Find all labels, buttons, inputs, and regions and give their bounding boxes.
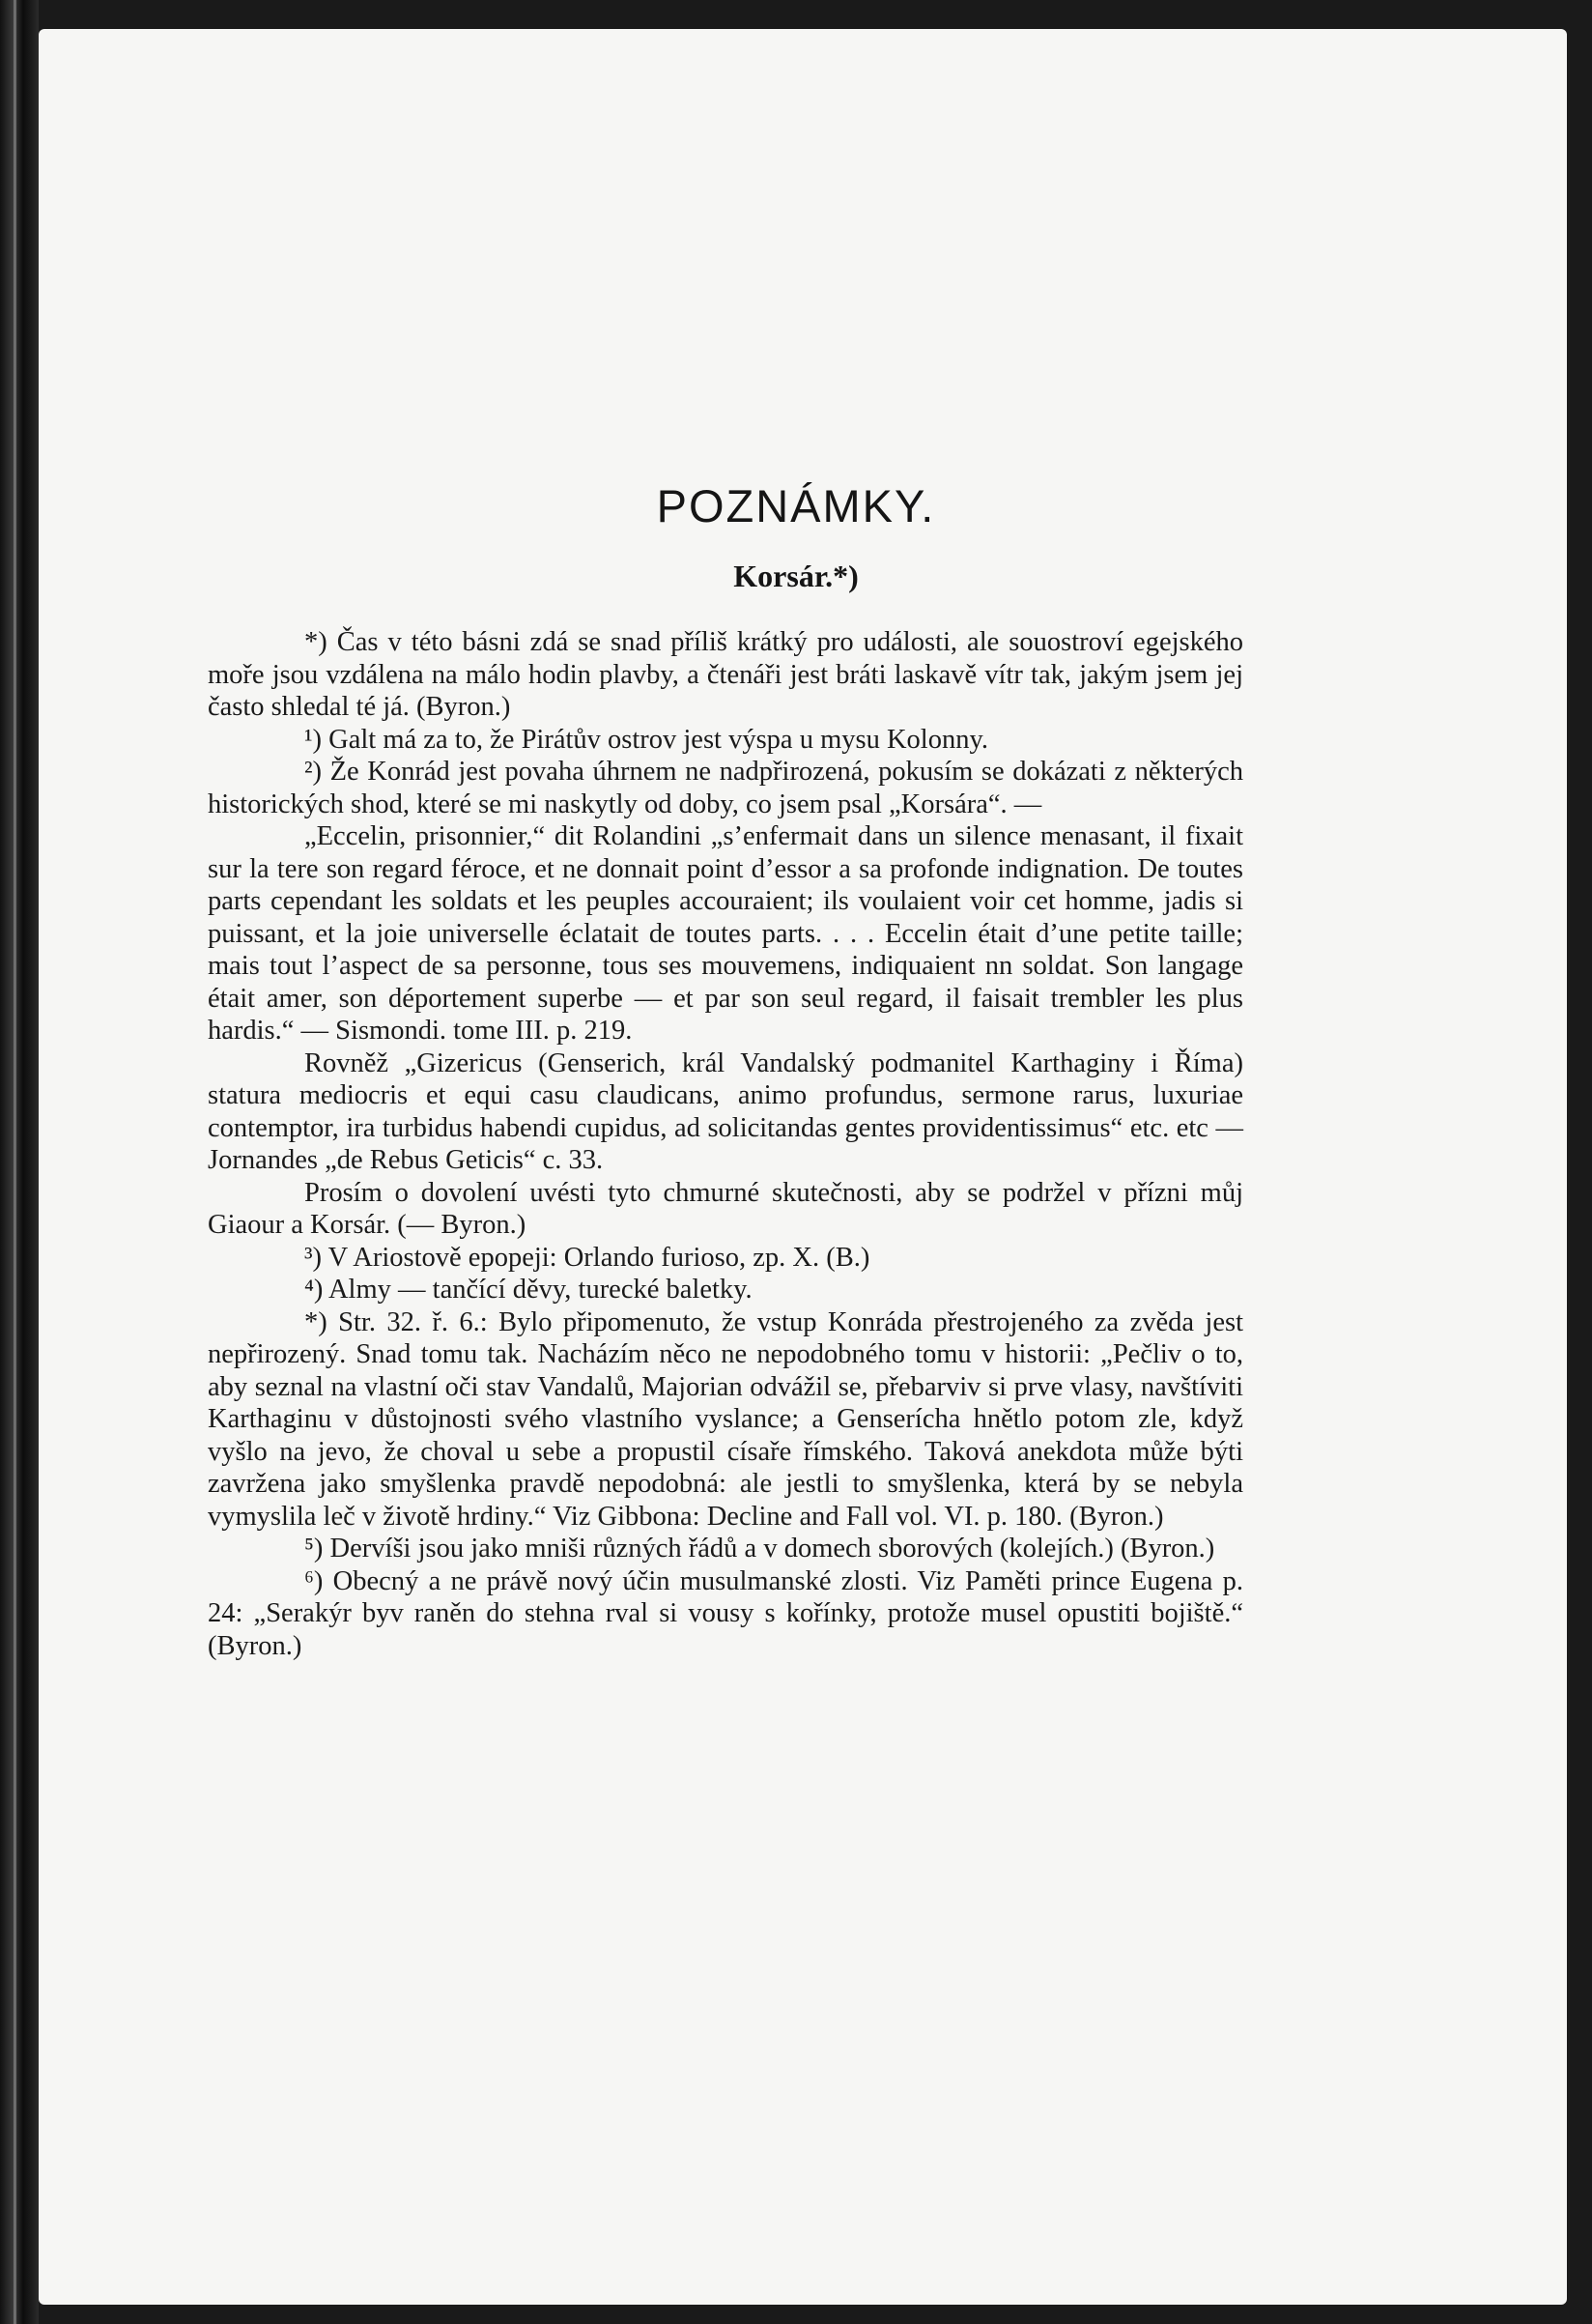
note-paragraph: *) Čas v této básni zdá se snad příliš krátký pro události, ale souostroví egejského moře jsou vzdálena na málo hodin plavby, a čtenáři jest bráti laskavě vítr tak, jakým jsem jej často shledal té já. (Byron.) — [208, 627, 1243, 722]
note-paragraph: „Eccelin, prisonnier,“ dit Rolandini „s’enfermait dans un silence menasant, il fixait sur la tere son regard féroce, et ne donnait point d’essor a sa profonde indignation. De toutes parts cependant les soldats et les peuples accouraient; ils voulaient voir cet homme, jadis si puissant, et la joie universelle éclatait de toutes parts. . . . Eccelin était d’une petite taille; mais tout l’aspect de sa personne, tous ses mouvemens, indiquaient nn soldat. Son langage était amer, son déportement superbe — et par son seul regard, il faisait trembler les plus hardis.“ — Sismondi. tome III. p. 219. — [208, 821, 1243, 1046]
note-paragraph: Prosím o dovolení uvésti tyto chmurné skutečnosti, aby se podržel v přízni můj Giaour a Korsár. (— Byron.) — [208, 1177, 1243, 1240]
note-paragraph: ⁶) Obecný a ne právě nový účin musulmanské zlosti. Viz Paměti prince Eugena p. 24: „Serakýr byv raněn do stehna rval si vousy s kořínky, protože musel opustiti bojiště.“ (Byron.) — [208, 1565, 1243, 1661]
note-paragraph: ³) V Ariostově epopeji: Orlando furioso, zp. X. (B.) — [304, 1242, 870, 1273]
section-heading: Korsár.*) — [733, 559, 859, 593]
note-paragraph: ²) Že Konrád jest povaha úhrnem ne nadpřirozená, pokusím se dokázati z některých historických shod, které se mi naskytly od doby, co jsem psal „Korsára“. — — [208, 757, 1243, 819]
note-paragraph: ⁵) Dervíši jsou jako mniši různých řádů a v domech sborových (kolejích.) (Byron.) — [304, 1534, 1215, 1564]
note-paragraph: ¹) Galt má za to, že Pirátův ostrov jest výspa u mysu Kolonny. — [304, 724, 988, 755]
page-title: POZNÁMKY. — [656, 480, 936, 531]
note-paragraph: ⁴) Almy — tančící děvy, turecké baletky. — [304, 1275, 753, 1305]
note-paragraph: Rovněž „Gizericus (Genserich, král Vandalský podmanitel Karthaginy i Říma) statura mediocris et equi casu claudicans, animo profundus, sermone rarus, luxuriae contemptor, ira turbidus habendi cupidus, ad solicitandas gentes providentissimus“ etc. etc — Jornandes „de Rebus Geticis“ c. 33. — [208, 1047, 1243, 1175]
note-paragraph: *) Str. 32. ř. 6.: Bylo připomenuto, že vstup Konráda přestrojeného za zvěda jest nepřirozený. Snad tomu tak. Nacházím něco ne nepodobného tomu v historii: „Pečliv o to, aby seznal na vlastní oči stav Vandalů, Majorian odvážil se, přebarviv si prve vlasy, navštíviti Karthaginu v důstojnosti svého vlastního vyslance; a Genserícha hnětlo potom zle, když vyšlo na jevo, že choval u sebe a propustil císaře římského. Taková anekdota může býti zavržena jako smyšlenka pravdě nepodobná: ale jestli to smyšlenka, která by se nebyla vymyslila leč v životě hrdiny.“ Viz Gibbona: Decline and Fall vol. VI. p. 180. (Byron.) — [208, 1306, 1243, 1532]
notes-body — [208, 626, 1243, 1662]
book-binding-edge — [0, 0, 39, 2324]
